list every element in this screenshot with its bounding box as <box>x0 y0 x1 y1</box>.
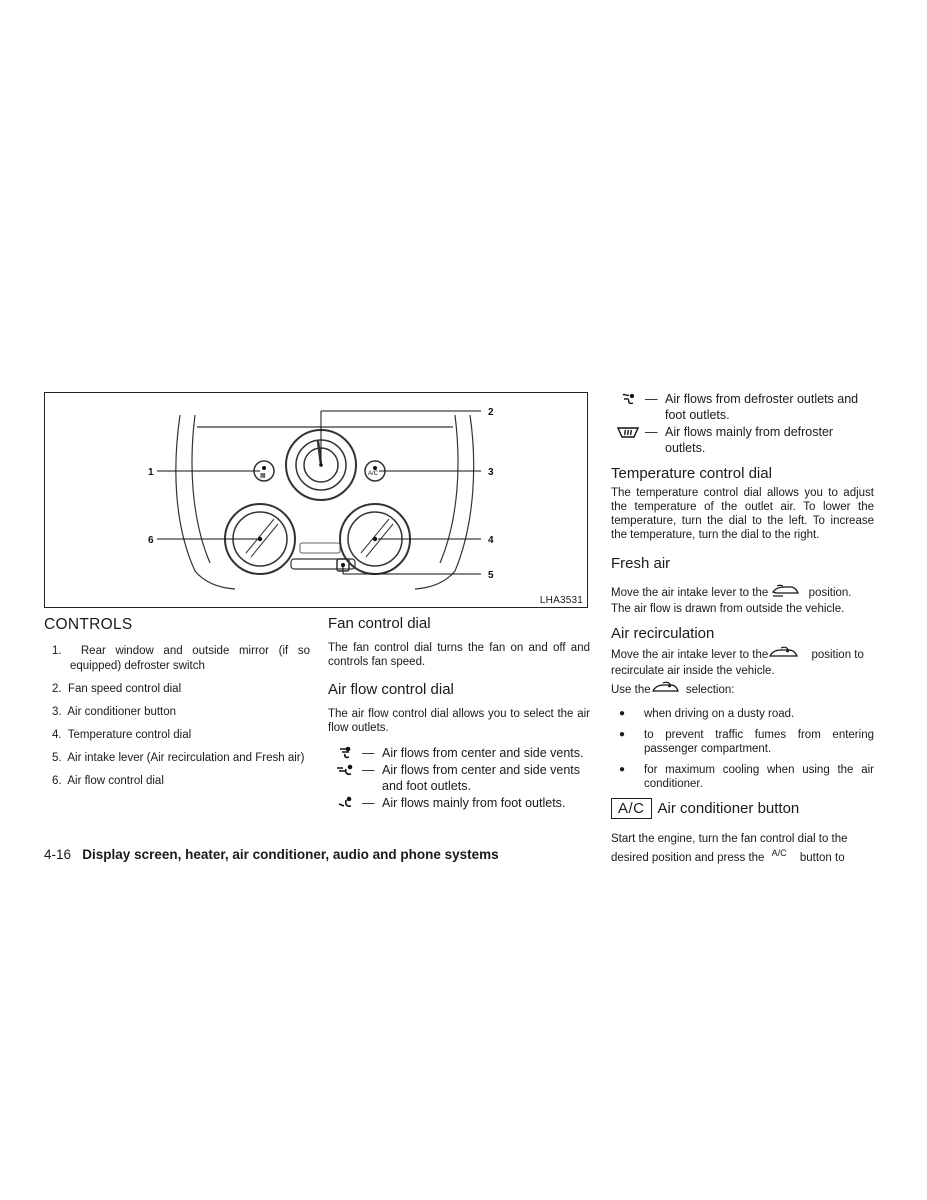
airflow-mode-item: — Air flows from center and side vents and foot outlets. <box>328 762 590 794</box>
callout-2: 2 <box>488 407 494 418</box>
controls-section <box>44 616 310 797</box>
controls-figure <box>44 392 588 608</box>
list-item: 6. Air flow control dial <box>52 775 164 787</box>
foot-icon <box>328 795 362 811</box>
airflow-heading: Air flow control dial <box>328 681 454 698</box>
airflow-mode-item: — Air flows mainly from foot outlets. <box>328 795 590 811</box>
page-number: 4-16 <box>44 847 72 862</box>
controls-list <box>44 644 310 789</box>
defrost-foot-icon <box>611 391 645 423</box>
list-item: 5. Air intake lever (Air recirculation and Fresh air) <box>52 752 305 764</box>
column-2 <box>328 615 590 812</box>
recirculation-body: Move the air intake lever to the position to recirculate air inside the vehicle. <box>611 646 874 678</box>
temperature-heading: Temperature control dial <box>611 465 772 482</box>
airflow-body: The air flow control dial allows you to select the air flow outlets. <box>328 708 590 734</box>
airflow-mode-text: Air flows from center and side vents. <box>382 746 584 760</box>
callout-3: 3 <box>488 467 494 478</box>
temperature-body: The temperature control dial allows you to adjust the temperature of the outlet air. To lower the temperature, turn the dial to the left. To increase the temperature, turn the dial to the right. <box>611 487 874 541</box>
bullet-item: ● when driving on a dusty road. <box>619 708 795 720</box>
list-item: 4. Temperature control dial <box>52 729 192 741</box>
defrost-icon <box>611 424 645 456</box>
callout-4: 4 <box>488 535 494 546</box>
svg-text:▦: ▦ <box>260 473 266 479</box>
bullet-item: ● for maximum cooling when using the air conditioner. <box>619 764 874 790</box>
callout-5: 5 <box>488 570 494 581</box>
ac-button-icon: A/C <box>611 798 652 819</box>
list-item: 1. Rear window and outside mirror (if so equipped) defroster switch <box>52 645 310 672</box>
hvac-panel-illustration <box>45 393 587 607</box>
airflow-mode-item: — Air flows mainly from defroster outlets. <box>611 424 874 456</box>
fan-body: The fan control dial turns the fan on and off and controls fan speed. <box>328 642 590 668</box>
controls-heading: CONTROLS <box>44 616 133 633</box>
fresh-air-body: Move the air intake lever to the position. The air flow is drawn from outside the vehicle. <box>611 584 874 616</box>
list-item: 3. Air conditioner button <box>52 706 177 718</box>
airflow-mode-text: Air flows from center and side vents and foot outlets. <box>382 763 580 793</box>
ac-heading-row <box>611 798 874 819</box>
ac-inline-label: A/C <box>771 848 787 858</box>
airflow-mode-text: Air flows from defroster outlets and foot outlets. <box>665 392 859 422</box>
recirculation-icon <box>768 646 802 664</box>
column-3 <box>611 391 874 865</box>
airflow-mode-item: — Air flows from defroster outlets and foot outlets. <box>611 391 874 423</box>
airflow-mode-text: Air flows mainly from foot outlets. <box>382 796 566 810</box>
fresh-air-icon <box>771 584 801 602</box>
recirculation-heading: Air recirculation <box>611 625 715 642</box>
chapter-title: Display screen, heater, air conditioner, audio and phone systems <box>82 847 499 862</box>
ac-heading: Air conditioner button <box>657 800 800 817</box>
airflow-mode-text: Air flows mainly from defroster outlets. <box>665 425 834 455</box>
ac-panel-label: A/C <box>368 471 379 477</box>
airflow-mode-item: — Air flows from center and side vents. <box>328 745 590 761</box>
center-vents-icon <box>328 745 362 761</box>
bullet-item: ● to prevent traffic fumes from entering passenger compartment. <box>619 729 874 755</box>
fan-heading: Fan control dial <box>328 615 431 632</box>
list-item: 2. Fan speed control dial <box>52 683 182 695</box>
figure-code: LHA3531 <box>539 595 583 606</box>
page-footer <box>44 847 499 862</box>
callout-1: 1 <box>148 467 154 478</box>
ac-body: Start the engine, turn the fan control dial to the desired position and press the $^{A/C}$ button to <box>611 833 848 864</box>
center-foot-icon <box>328 762 362 794</box>
recirculation-icon <box>651 681 681 699</box>
callout-6: 6 <box>148 535 154 546</box>
fresh-air-heading: Fresh air <box>611 555 671 572</box>
recirculation-use: Use the selection: <box>611 681 874 699</box>
